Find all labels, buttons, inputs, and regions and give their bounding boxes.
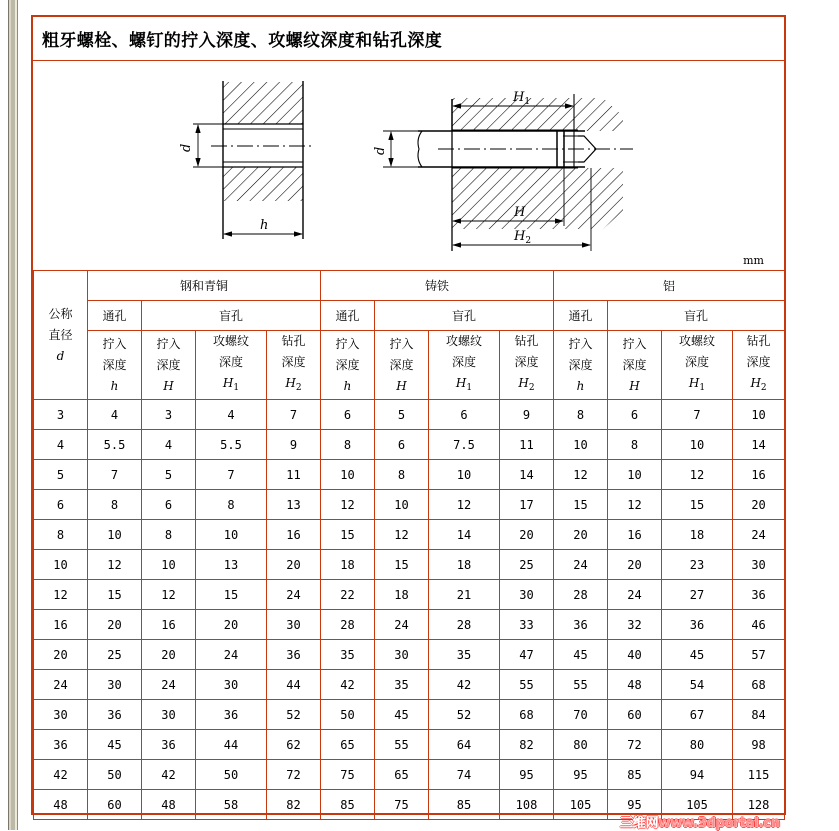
label-h: h <box>260 218 269 233</box>
value-cell: 33 <box>500 610 554 640</box>
value-cell: 24 <box>375 610 429 640</box>
value-cell: 11 <box>267 460 321 490</box>
value-cell: 36 <box>88 700 142 730</box>
value-cell: 8 <box>321 430 375 460</box>
value-cell: 13 <box>267 490 321 520</box>
value-cell: 20 <box>608 550 662 580</box>
value-cell: 64 <box>429 730 500 760</box>
value-cell: 20 <box>196 610 267 640</box>
value-cell: 95 <box>554 760 608 790</box>
value-cell: 42 <box>142 760 196 790</box>
value-cell: 52 <box>429 700 500 730</box>
drill-depth-H2-header: 钻孔 深度 $H_2$ <box>733 331 785 400</box>
table-body <box>34 400 785 820</box>
value-cell: 15 <box>662 490 733 520</box>
value-cell: 28 <box>429 610 500 640</box>
nominal-diameter-cell: 24 <box>34 670 88 700</box>
value-cell: 35 <box>321 640 375 670</box>
value-cell: 20 <box>88 610 142 640</box>
blind-hole-header: 盲孔 <box>608 301 785 331</box>
value-cell: 82 <box>500 730 554 760</box>
value-cell: 24 <box>733 520 785 550</box>
value-cell: 105 <box>662 790 733 820</box>
value-cell: 74 <box>429 760 500 790</box>
value-cell: 24 <box>196 640 267 670</box>
value-cell: 44 <box>196 730 267 760</box>
value-cell: 12 <box>662 460 733 490</box>
value-cell: 7 <box>662 400 733 430</box>
value-cell: 8 <box>375 460 429 490</box>
value-cell: 85 <box>608 760 662 790</box>
thread-depth-table <box>33 270 785 820</box>
value-cell: 14 <box>733 430 785 460</box>
value-cell: 12 <box>321 490 375 520</box>
value-cell: 128 <box>733 790 785 820</box>
header-row-materials <box>34 271 785 301</box>
label-H2: $H_2$ <box>514 229 532 246</box>
value-cell: 28 <box>554 580 608 610</box>
value-cell: 105 <box>554 790 608 820</box>
value-cell: 48 <box>142 790 196 820</box>
value-cell: 5.5 <box>196 430 267 460</box>
nominal-diameter-cell: 12 <box>34 580 88 610</box>
nominal-diameter-cell: 30 <box>34 700 88 730</box>
value-cell: 95 <box>608 790 662 820</box>
value-cell: 9 <box>267 430 321 460</box>
value-cell: 18 <box>321 550 375 580</box>
value-cell: 44 <box>267 670 321 700</box>
value-cell: 18 <box>375 580 429 610</box>
value-cell: 3 <box>142 400 196 430</box>
value-cell: 16 <box>608 520 662 550</box>
table-row <box>34 700 785 730</box>
screw-in-depth-H-header: 拧入 深度 H <box>142 331 196 400</box>
value-cell: 6 <box>375 430 429 460</box>
value-cell: 80 <box>554 730 608 760</box>
label-d-right: d <box>373 146 388 155</box>
nominal-diameter-cell: 4 <box>34 430 88 460</box>
value-cell: 42 <box>321 670 375 700</box>
value-cell: 15 <box>375 550 429 580</box>
value-cell: 60 <box>88 790 142 820</box>
value-cell: 10 <box>662 430 733 460</box>
nominal-diameter-cell: 6 <box>34 490 88 520</box>
value-cell: 115 <box>733 760 785 790</box>
value-cell: 85 <box>429 790 500 820</box>
value-cell: 10 <box>321 460 375 490</box>
value-cell: 8 <box>608 430 662 460</box>
value-cell: 12 <box>375 520 429 550</box>
value-cell: 45 <box>88 730 142 760</box>
value-cell: 65 <box>321 730 375 760</box>
table-row <box>34 730 785 760</box>
value-cell: 20 <box>267 550 321 580</box>
value-cell: 85 <box>321 790 375 820</box>
value-cell: 72 <box>608 730 662 760</box>
value-cell: 36 <box>142 730 196 760</box>
screw-in-depth-H-header: 拧入 深度 H <box>608 331 662 400</box>
document-frame <box>31 15 786 815</box>
screw-in-depth-h-header: 拧入 深度 h <box>554 331 608 400</box>
value-cell: 8 <box>196 490 267 520</box>
value-cell: 45 <box>375 700 429 730</box>
value-cell: 10 <box>196 520 267 550</box>
value-cell: 57 <box>733 640 785 670</box>
drill-depth-H2-header: 钻孔 深度 $H_2$ <box>267 331 321 400</box>
tap-depth-H1-header: 攻螺纹 深度 $H_1$ <box>196 331 267 400</box>
blind-hole-drawing <box>383 94 633 251</box>
screw-in-depth-h-header: 拧入 深度 h <box>321 331 375 400</box>
value-cell: 36 <box>733 580 785 610</box>
watermark: 三维网www.3dportal.cn <box>620 816 780 831</box>
table-row <box>34 760 785 790</box>
value-cell: 30 <box>267 610 321 640</box>
value-cell: 36 <box>196 700 267 730</box>
table-row <box>34 670 785 700</box>
value-cell: 25 <box>500 550 554 580</box>
table-row <box>34 400 785 430</box>
table-row <box>34 550 785 580</box>
tap-depth-H1-header: 攻螺纹 深度 $H_1$ <box>429 331 500 400</box>
value-cell: 68 <box>733 670 785 700</box>
value-cell: 24 <box>608 580 662 610</box>
value-cell: 5 <box>142 460 196 490</box>
screw-in-depth-h-header: 拧入 深度 h <box>88 331 142 400</box>
value-cell: 45 <box>554 640 608 670</box>
value-cell: 72 <box>267 760 321 790</box>
value-cell: 7 <box>267 400 321 430</box>
value-cell: 16 <box>733 460 785 490</box>
nominal-diameter-cell: 20 <box>34 640 88 670</box>
value-cell: 10 <box>429 460 500 490</box>
nominal-diameter-cell: 10 <box>34 550 88 580</box>
table-row <box>34 610 785 640</box>
value-cell: 67 <box>662 700 733 730</box>
value-cell: 50 <box>321 700 375 730</box>
window-left-edge <box>8 0 18 830</box>
value-cell: 46 <box>733 610 785 640</box>
value-cell: 6 <box>608 400 662 430</box>
value-cell: 16 <box>267 520 321 550</box>
table-row <box>34 520 785 550</box>
header-row-hole-types <box>34 301 785 331</box>
value-cell: 10 <box>554 430 608 460</box>
value-cell: 75 <box>321 760 375 790</box>
value-cell: 94 <box>662 760 733 790</box>
value-cell: 12 <box>142 580 196 610</box>
value-cell: 10 <box>88 520 142 550</box>
value-cell: 5 <box>375 400 429 430</box>
thread-depth-diagram <box>33 61 784 270</box>
value-cell: 32 <box>608 610 662 640</box>
value-cell: 7.5 <box>429 430 500 460</box>
drill-depth-H2-header: 钻孔 深度 $H_2$ <box>500 331 554 400</box>
value-cell: 95 <box>500 760 554 790</box>
value-cell: 35 <box>429 640 500 670</box>
value-cell: 50 <box>196 760 267 790</box>
blind-hole-header: 盲孔 <box>142 301 321 331</box>
value-cell: 8 <box>142 520 196 550</box>
nominal-diameter-cell: 42 <box>34 760 88 790</box>
value-cell: 10 <box>375 490 429 520</box>
nominal-diameter-cell: 5 <box>34 460 88 490</box>
through-hole-header: 通孔 <box>321 301 375 331</box>
blind-hole-header: 盲孔 <box>375 301 554 331</box>
value-cell: 4 <box>88 400 142 430</box>
value-cell: 15 <box>88 580 142 610</box>
value-cell: 25 <box>88 640 142 670</box>
nominal-diameter-cell: 48 <box>34 790 88 820</box>
value-cell: 10 <box>142 550 196 580</box>
value-cell: 6 <box>321 400 375 430</box>
value-cell: 22 <box>321 580 375 610</box>
table-row <box>34 490 785 520</box>
nominal-diameter-cell: 16 <box>34 610 88 640</box>
value-cell: 20 <box>500 520 554 550</box>
value-cell: 35 <box>375 670 429 700</box>
value-cell: 54 <box>662 670 733 700</box>
value-cell: 20 <box>733 490 785 520</box>
value-cell: 9 <box>500 400 554 430</box>
value-cell: 14 <box>500 460 554 490</box>
value-cell: 15 <box>196 580 267 610</box>
value-cell: 55 <box>554 670 608 700</box>
value-cell: 84 <box>733 700 785 730</box>
value-cell: 48 <box>608 670 662 700</box>
value-cell: 30 <box>500 580 554 610</box>
value-cell: 68 <box>500 700 554 730</box>
unit-label: mm <box>743 254 764 267</box>
label-H1: $H_1$ <box>513 90 531 107</box>
value-cell: 70 <box>554 700 608 730</box>
material-aluminum: 铝 <box>554 271 785 301</box>
value-cell: 24 <box>554 550 608 580</box>
value-cell: 11 <box>500 430 554 460</box>
page-title: 粗牙螺栓、螺钉的拧入深度、攻螺纹深度和钻孔深度 <box>42 31 443 51</box>
value-cell: 12 <box>608 490 662 520</box>
value-cell: 108 <box>500 790 554 820</box>
value-cell: 15 <box>554 490 608 520</box>
label-H: H <box>514 205 526 220</box>
value-cell: 80 <box>662 730 733 760</box>
value-cell: 62 <box>267 730 321 760</box>
nominal-diameter-cell: 8 <box>34 520 88 550</box>
value-cell: 75 <box>375 790 429 820</box>
value-cell: 12 <box>429 490 500 520</box>
value-cell: 58 <box>196 790 267 820</box>
value-cell: 10 <box>608 460 662 490</box>
value-cell: 5.5 <box>88 430 142 460</box>
value-cell: 12 <box>554 460 608 490</box>
value-cell: 28 <box>321 610 375 640</box>
table-row <box>34 580 785 610</box>
table-row <box>34 640 785 670</box>
value-cell: 65 <box>375 760 429 790</box>
value-cell: 98 <box>733 730 785 760</box>
value-cell: 55 <box>500 670 554 700</box>
value-cell: 24 <box>142 670 196 700</box>
value-cell: 36 <box>662 610 733 640</box>
nominal-diameter-cell: 36 <box>34 730 88 760</box>
through-hole-header: 通孔 <box>88 301 142 331</box>
value-cell: 36 <box>267 640 321 670</box>
value-cell: 6 <box>429 400 500 430</box>
screw-in-depth-H-header: 拧入 深度 H <box>375 331 429 400</box>
value-cell: 30 <box>88 670 142 700</box>
value-cell: 18 <box>429 550 500 580</box>
header-row-depth-types <box>34 331 785 400</box>
value-cell: 55 <box>375 730 429 760</box>
value-cell: 40 <box>608 640 662 670</box>
value-cell: 30 <box>375 640 429 670</box>
tap-depth-H1-header: 攻螺纹 深度 $H_1$ <box>662 331 733 400</box>
value-cell: 10 <box>733 400 785 430</box>
nominal-diameter-header: 公称 直径 d <box>34 271 88 400</box>
value-cell: 14 <box>429 520 500 550</box>
value-cell: 21 <box>429 580 500 610</box>
value-cell: 30 <box>196 670 267 700</box>
value-cell: 60 <box>608 700 662 730</box>
value-cell: 13 <box>196 550 267 580</box>
label-d-left: d <box>179 143 194 152</box>
nominal-diameter-cell: 3 <box>34 400 88 430</box>
technical-drawing <box>33 61 784 270</box>
through-hole-drawing <box>193 81 313 239</box>
value-cell: 47 <box>500 640 554 670</box>
value-cell: 4 <box>142 430 196 460</box>
value-cell: 24 <box>267 580 321 610</box>
value-cell: 30 <box>142 700 196 730</box>
value-cell: 12 <box>88 550 142 580</box>
value-cell: 6 <box>142 490 196 520</box>
table-row <box>34 460 785 490</box>
value-cell: 16 <box>142 610 196 640</box>
value-cell: 27 <box>662 580 733 610</box>
value-cell: 8 <box>88 490 142 520</box>
value-cell: 82 <box>267 790 321 820</box>
value-cell: 42 <box>429 670 500 700</box>
value-cell: 20 <box>554 520 608 550</box>
material-steel-bronze: 钢和青铜 <box>88 271 321 301</box>
value-cell: 7 <box>88 460 142 490</box>
value-cell: 4 <box>196 400 267 430</box>
value-cell: 7 <box>196 460 267 490</box>
value-cell: 15 <box>321 520 375 550</box>
value-cell: 45 <box>662 640 733 670</box>
value-cell: 52 <box>267 700 321 730</box>
material-cast-iron: 铸铁 <box>321 271 554 301</box>
title-bar <box>33 17 784 61</box>
value-cell: 36 <box>554 610 608 640</box>
value-cell: 17 <box>500 490 554 520</box>
value-cell: 30 <box>733 550 785 580</box>
value-cell: 18 <box>662 520 733 550</box>
table-row <box>34 430 785 460</box>
value-cell: 20 <box>142 640 196 670</box>
through-hole-header: 通孔 <box>554 301 608 331</box>
value-cell: 50 <box>88 760 142 790</box>
value-cell: 8 <box>554 400 608 430</box>
value-cell: 23 <box>662 550 733 580</box>
